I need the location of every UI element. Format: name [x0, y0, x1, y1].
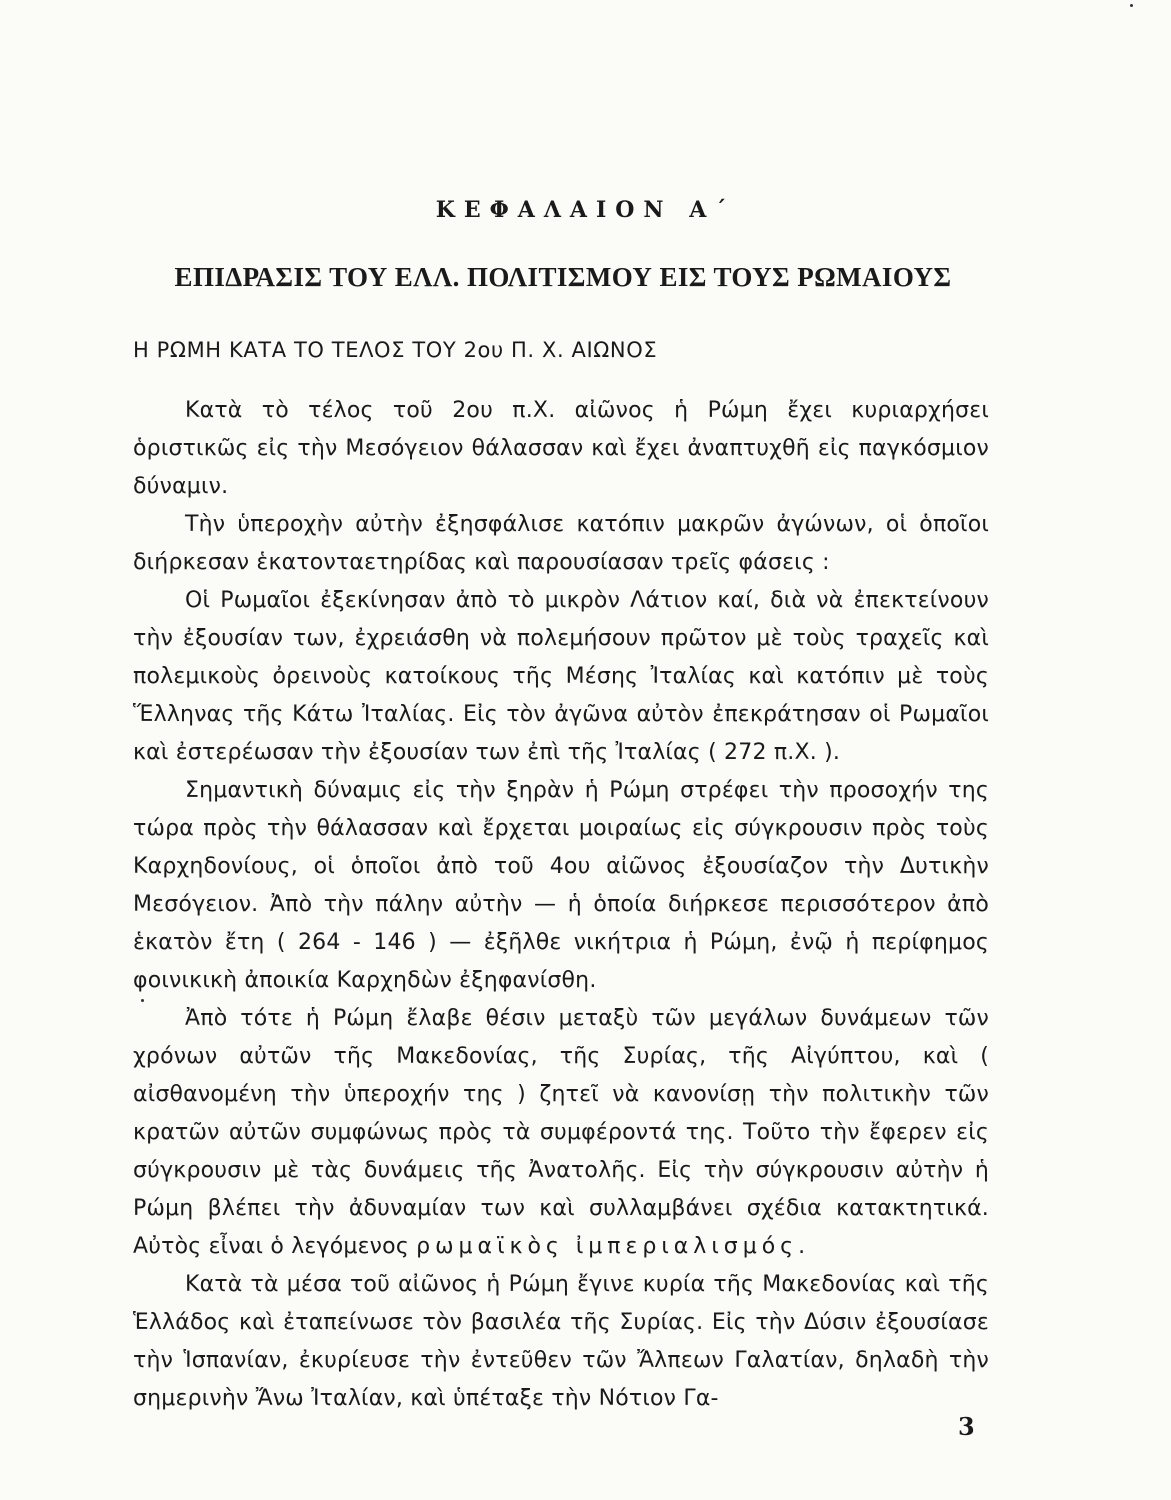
paragraph: Τὴν ὑπεροχὴν αὐτὴν ἐξησφάλισε κατόπιν μακρῶν ἀγώνων, οἱ ὁποῖοι διήρκεσαν ἑκατονταετηρίδας καὶ παρουσίασαν τρεῖς φάσεις :	[133, 512, 989, 575]
chapter-title: ΕΠΙΔΡΑΣΙΣ ΤΟΥ ΕΛΛ. ΠΟΛΙΤΙΣΜΟΥ ΕΙΣ ΤΟΥΣ ΡΩΜΑΙΟΥΣ	[174, 262, 952, 292]
paragraph: Κατὰ τὸ τέλος τοῦ 2ου π.Χ. αἰῶνος ἡ Ρώμη ἔχει κυριαρχήσει ὁριστικῶς εἰς τὴν Μεσόγειον θάλασσαν καὶ ἔχει ἀναπτυχθῆ εἰς παγκόσμιον δύναμιν.	[133, 398, 989, 499]
page-number: 3	[958, 1412, 975, 1441]
scan-speck	[1130, 4, 1133, 7]
paragraph: Κατὰ τὰ μέσα τοῦ αἰῶνος ἡ Ρώμη ἔγινε κυρία τῆς Μακεδονίας καὶ τῆς Ἑλλάδος καὶ ἐταπείνωσε τὸν βασιλέα τῆς Συρίας. Εἰς τὴν Δύσιν ἐξουσίασε τὴν Ἱσπανίαν, ἐκυρίευσε τὴν ἐντεῦθεν τῶν Ἄλπεων Γαλατίαν, δηλαδὴ τὴν σημερινὴν Ἄνω Ἰταλίαν, καὶ ὑπέταξε τὴν Νότιον Γα-	[133, 1272, 989, 1411]
paragraph-text: Ἀπὸ τότε ἡ Ρώμη ἔλαβε θέσιν μεταξὺ τῶν μεγάλων δυνάμεων τῶν χρόνων αὐτῶν τῆς Μακεδονίας, τῆς Συρίας, τῆς Αἰγύπτου, καὶ ( αἰσθανομένη τὴν ὑπεροχήν της ) ζητεῖ νὰ κανονίσῃ τὴν πολιτικὴν τῶν κρατῶν αὐτῶν συμφώνως πρὸς τὰ συμφέροντά της. Τοῦτο τὴν ἔφερεν εἰς σύγκρουσιν μὲ τὰς δυνάμεις τῆς Ἀνατολῆς. Εἰς τὴν σύγκρουσιν αὐτὴν ἡ Ρώμη βλέπει τὴν ἀδυναμίαν των καὶ συλλαμβάνει σχέδια κατακτητικά. Αὐτὸς εἶναι ὁ λεγόμενος	[133, 1006, 989, 1259]
chapter-label: ΚΕΦΑΛΑΙΟΝ Α΄	[435, 197, 736, 223]
paragraph-with-emphasis	[133, 1000, 989, 1266]
paragraph: Οἱ Ρωμαῖοι ἐξεκίνησαν ἀπὸ τὸ μικρὸν Λάτιον καί, διὰ νὰ ἐπεκτείνουν τὴν ἐξουσίαν των, ἐχρειάσθη νὰ πολεμήσουν πρῶτον μὲ τοὺς τραχεῖς καὶ πολεμικοὺς ὀρεινοὺς κατοίκους τῆς Μέσης Ἰταλίας καὶ κατόπιν μὲ τοὺς Ἕλληνας τῆς Κάτω Ἰταλίας. Εἰς τὸν ἀγῶνα αὐτὸν ἐπεκράτησαν οἱ Ρωμαῖοι καὶ ἐστερέωσαν τὴν ἐξουσίαν των ἐπὶ τῆς Ἰταλίας ( 272 π.Χ. ).	[133, 588, 989, 765]
body-text	[133, 392, 989, 1418]
section-heading: Η ΡΩΜΗ ΚΑΤΑ ΤΟ ΤΕΛΟΣ ΤΟΥ 2ου Π. Χ. ΑΙΩΝΟΣ	[133, 338, 658, 362]
paragraph: Σημαντικὴ δύναμις εἰς τὴν ξηρὰν ἡ Ρώμη στρέφει τὴν προσοχήν της τώρα πρὸς τὴν θάλασσαν καὶ ἔρχεται μοιραίως εἰς σύγκρουσιν πρὸς τοὺς Καρχηδονίους, οἱ ὁποῖοι ἀπὸ τοῦ 4ου αἰῶνος ἐξουσίαζον τὴν Δυτικὴν Μεσόγειον. Ἀπὸ τὴν πάλην αὐτὴν — ἡ ὁποία διήρκεσε περισσότερον ἀπὸ ἑκατὸν ἔτη ( 264 - 146 ) — ἐξῆλθε νικήτρια ἡ Ρώμη, ἐνῷ ἡ περίφημος φοινικικὴ ἀποικία Καρχηδὼν ἐξηφανίσθη.	[133, 778, 989, 993]
emphasized-term: ρωμαϊκὸς ἰμπεριαλισμός.	[416, 1234, 811, 1259]
scan-speck	[141, 999, 144, 1002]
